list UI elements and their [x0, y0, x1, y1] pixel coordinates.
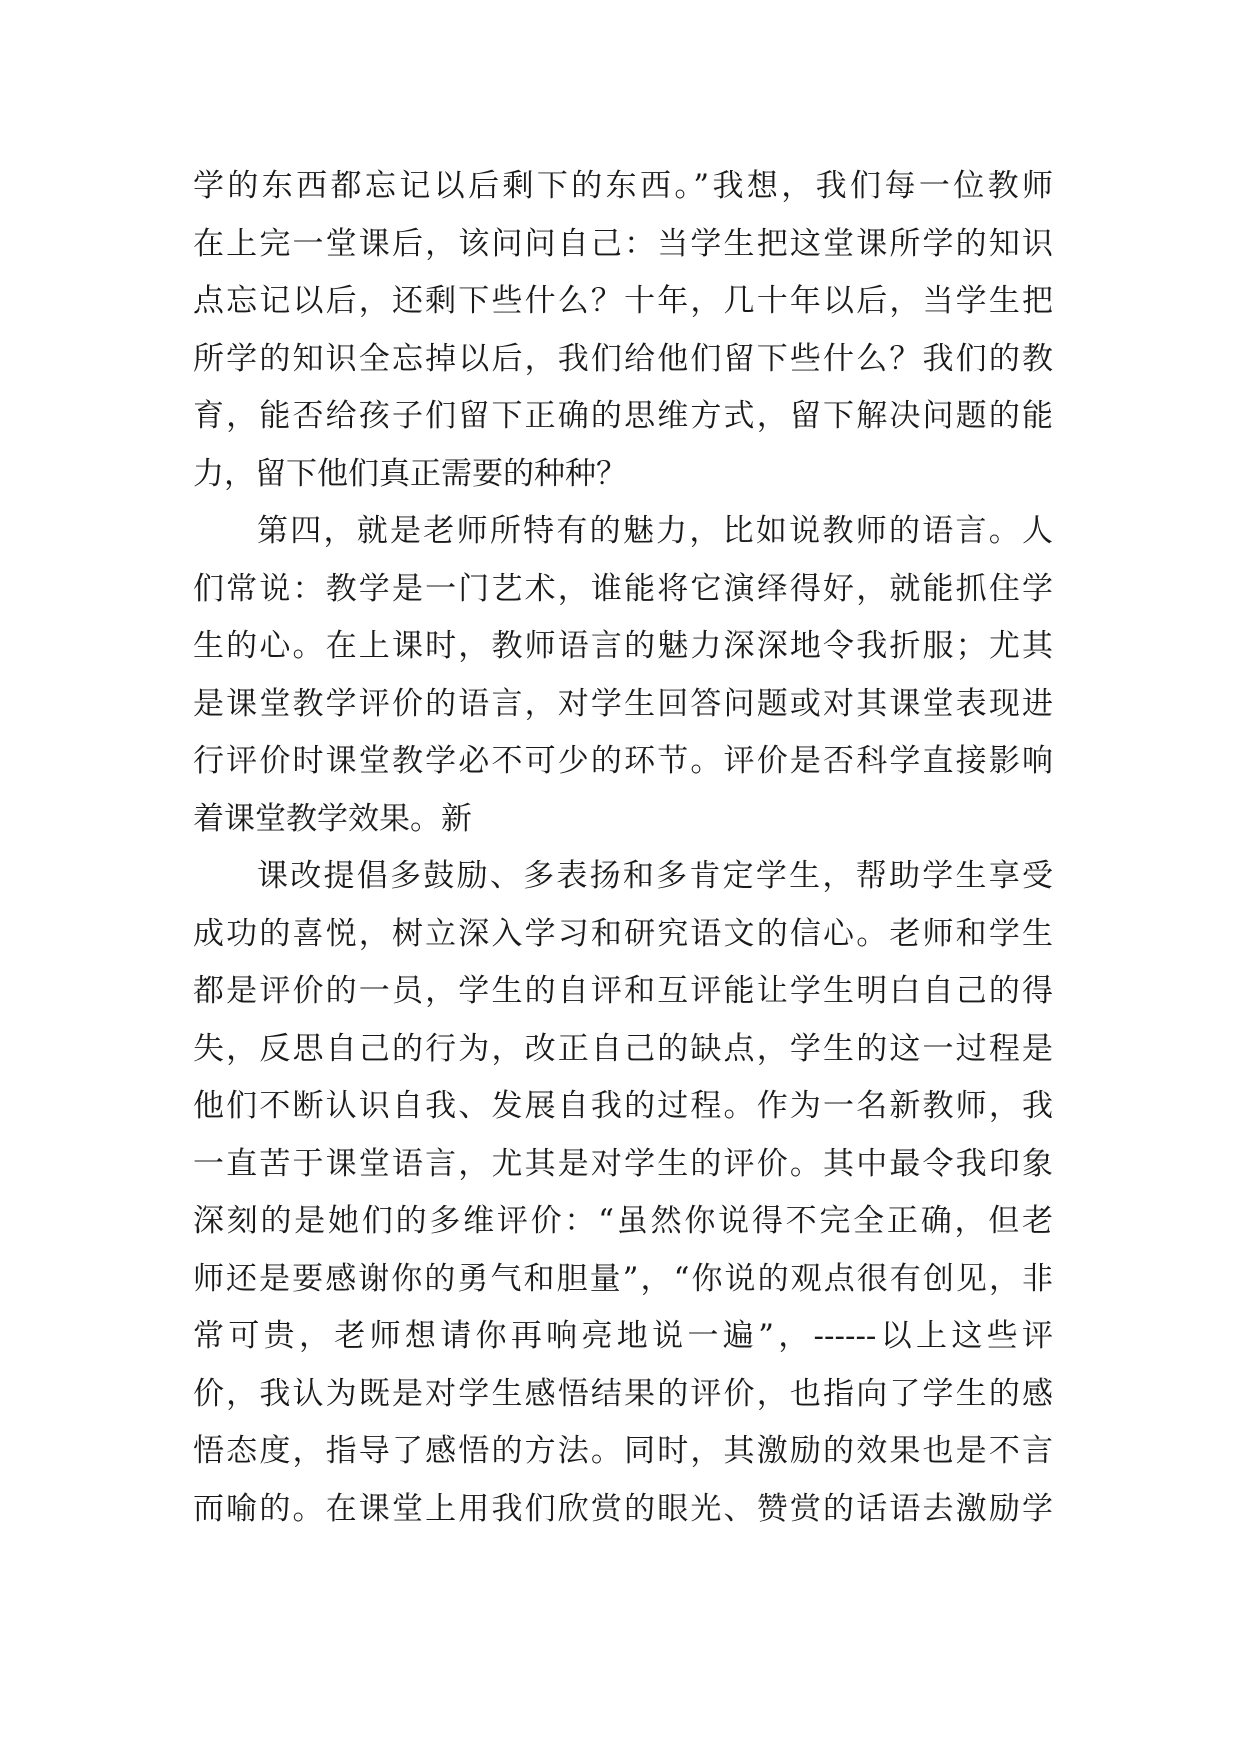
- text-line: 失，反思自己的行为，改正自己的缺点，学生的这一过程是: [193, 1030, 1053, 1067]
- text-line: 是课堂教学评价的语言，对学生回答问题或对其课堂表现进: [193, 685, 1053, 722]
- text-line: 深刻的是她们的多维评价：“虽然你说得不完全正确，但老: [193, 1203, 1053, 1239]
- paragraph-start-line: 课改提倡多鼓励、多表扬和多肯定学生，帮助学生享受: [257, 858, 1053, 894]
- text-line: 学的东西都忘记以后剩下的东西。”我想，我们每一位教师: [193, 168, 1053, 204]
- text-line: 在上完一堂课后，该问问自己：当学生把这堂课所学的知识: [193, 225, 1053, 262]
- text-line: 成功的喜悦，树立深入学习和研究语文的信心。老师和学生: [193, 915, 1053, 952]
- text-line: 所学的知识全忘掉以后，我们给他们留下些什么？我们的教: [193, 340, 1053, 377]
- text-line: 常可贵，老师想请你再响亮地说一遍”，------以上这些评: [193, 1318, 1053, 1354]
- text-line: 他们不断认识自我、发展自我的过程。作为一名新教师，我: [193, 1088, 1053, 1124]
- text-line: 而喻的。在课堂上用我们欣赏的眼光、赞赏的话语去激励学: [193, 1490, 1053, 1527]
- text-line: 都是评价的一员，学生的自评和互评能让学生明白自己的得: [193, 973, 1053, 1009]
- text-line: 育，能否给孩子们留下正确的思维方式，留下解决问题的能: [193, 398, 1053, 434]
- text-line: 着课堂教学效果。新: [193, 800, 472, 837]
- text-line: 行评价时课堂教学必不可少的环节。评价是否科学直接影响: [193, 743, 1053, 779]
- text-line: 师还是要感谢你的勇气和胆量”，“你说的观点很有创见，非: [193, 1260, 1053, 1297]
- text-line: 生的心。在上课时，教师语言的魅力深深地令我折服；尤其: [193, 628, 1053, 664]
- body-text: [193, 158, 1053, 1538]
- text-line: 点忘记以后，还剩下些什么？十年，几十年以后，当学生把: [193, 283, 1053, 319]
- text-line: 们常说：教学是一门艺术，谁能将它演绎得好，就能抓住学: [193, 570, 1053, 607]
- text-line: 力，留下他们真正需要的种种？: [193, 455, 627, 492]
- text-line: 悟态度，指导了感悟的方法。同时，其激励的效果也是不言: [193, 1433, 1053, 1469]
- text-line: 一直苦于课堂语言，尤其是对学生的评价。其中最令我印象: [193, 1145, 1053, 1182]
- paragraph-start-line: 第四，就是老师所特有的魅力，比如说教师的语言。人: [257, 513, 1053, 549]
- text-line: 价，我认为既是对学生感悟结果的评价，也指向了学生的感: [193, 1375, 1053, 1412]
